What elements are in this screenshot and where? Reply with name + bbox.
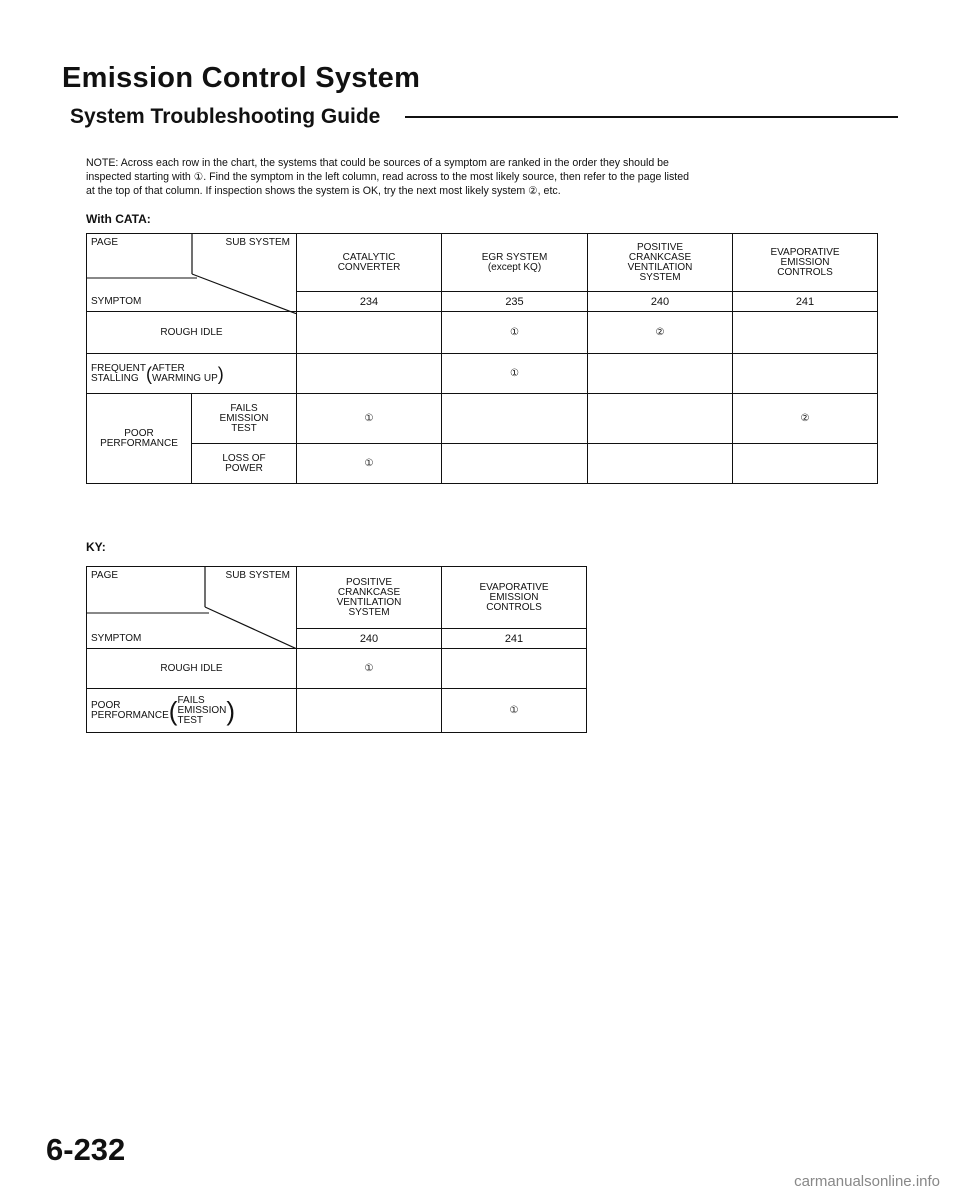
cata-label: With CATA:	[86, 212, 151, 226]
rank-cell: ①	[442, 689, 587, 733]
header-line: CONTROLS	[777, 266, 833, 278]
header-line: VENTILATION	[336, 596, 402, 608]
corner-header-cell	[87, 567, 297, 649]
header-line: (except KQ)	[487, 261, 542, 273]
page-ref: 241	[442, 629, 587, 649]
symptom-line: STALLING	[91, 372, 139, 384]
header-line: CRANKCASE	[337, 586, 401, 598]
rank-cell	[733, 354, 878, 394]
header-line: EVAPORATIVE	[770, 246, 840, 258]
table-row	[87, 444, 878, 484]
rank-cell: ②	[588, 312, 733, 354]
table-row	[87, 689, 587, 733]
symptom-frequent-stalling: FREQUENT STALLING ( AFTER WARMING UP )	[87, 354, 297, 394]
header-line: CONVERTER	[337, 261, 401, 273]
symptom-line: POOR	[124, 427, 154, 439]
watermark-text: carmanualsonline.info	[794, 1173, 940, 1190]
table-row	[87, 354, 878, 394]
symptom-line: PERFORMANCE	[100, 437, 178, 449]
subtitle-rule	[405, 116, 898, 118]
symptom-line: FAILS	[230, 402, 258, 414]
note-line: NOTE: Across each row in the chart, the systems that could be sources of a symptom are ranked in the order they should be	[86, 157, 669, 169]
rank-cell: ①	[297, 649, 442, 689]
symptom-fails-emission-test	[192, 394, 297, 444]
rank-cell	[297, 354, 442, 394]
cata-table	[86, 233, 878, 484]
ky-table	[86, 566, 587, 733]
symptom-poor-performance: POOR PERFORMANCE ( FAILS EMISSION TEST )	[87, 689, 297, 733]
symptom-line: PERFORMANCE	[91, 709, 169, 721]
corner-page-label: PAGE	[91, 570, 119, 581]
header-line: VENTILATION	[627, 261, 693, 273]
corner-symptom-label: SYMPTOM	[91, 633, 142, 644]
header-line: SYSTEM	[639, 271, 681, 283]
system-header-egr	[442, 234, 588, 292]
corner-symptom-label: SYMPTOM	[91, 296, 142, 307]
symptom-loss-of-power	[192, 444, 297, 484]
rank-cell	[442, 394, 588, 444]
ky-label: KY:	[86, 540, 106, 554]
rank-cell: ②	[733, 394, 878, 444]
table-row	[87, 394, 878, 444]
system-header-evap	[733, 234, 878, 292]
header-line: EVAPORATIVE	[479, 581, 549, 593]
corner-header-cell	[87, 234, 297, 312]
rank-cell	[442, 444, 588, 484]
symptom-line: POOR	[91, 699, 121, 711]
symptom-rough-idle: ROUGH IDLE	[87, 312, 297, 354]
corner-subsystem-label: SUB SYSTEM	[225, 237, 290, 248]
page-ref: 235	[442, 292, 588, 312]
header-line: CONTROLS	[486, 601, 542, 613]
section-subtitle: System Troubleshooting Guide	[70, 105, 381, 128]
table-row	[87, 649, 587, 689]
header-line: EMISSION	[780, 256, 830, 268]
rank-cell	[733, 444, 878, 484]
symptom-line: WARMING UP	[152, 372, 218, 384]
page-number: 6-232	[46, 1132, 126, 1167]
table-row	[87, 312, 878, 354]
header-line: CATALYTIC	[342, 251, 396, 263]
page-ref: 241	[733, 292, 878, 312]
page-ref: 240	[588, 292, 733, 312]
note-line: inspected starting with ①. Find the symptom in the left column, read across to the most likely source, then refer to the page listed	[86, 171, 690, 183]
symptom-line: POWER	[225, 462, 263, 474]
rank-cell	[297, 312, 442, 354]
page-title: Emission Control System	[62, 62, 421, 94]
note-line: at the top of that column. If inspection shows the system is OK, try the next most likely system ②, etc.	[86, 185, 561, 197]
rank-cell	[588, 394, 733, 444]
symptom-rough-idle: ROUGH IDLE	[87, 649, 297, 689]
symptom-line: FREQUENT	[91, 362, 146, 374]
rank-cell: ①	[442, 354, 588, 394]
header-line: CRANKCASE	[628, 251, 692, 263]
header-line: EGR SYSTEM	[481, 251, 548, 263]
corner-subsystem-label: SUB SYSTEM	[225, 570, 290, 581]
symptom-line: EMISSION	[219, 412, 269, 424]
rank-cell: ①	[442, 312, 588, 354]
symptom-line: TEST	[231, 422, 257, 434]
system-header-pcv	[588, 234, 733, 292]
symptom-line: FAILS	[177, 694, 205, 706]
note-paragraph	[86, 156, 886, 198]
symptom-line: AFTER	[152, 362, 185, 374]
header-line: POSITIVE	[345, 576, 393, 588]
symptom-poor-performance	[87, 394, 192, 484]
rank-cell	[733, 312, 878, 354]
system-header-pcv	[297, 567, 442, 629]
header-line: EMISSION	[489, 591, 539, 603]
corner-page-label: PAGE	[91, 237, 119, 248]
symptom-line: EMISSION	[177, 704, 227, 716]
symptom-line: LOSS OF	[222, 452, 266, 464]
rank-cell	[442, 649, 587, 689]
rank-cell: ①	[297, 444, 442, 484]
header-line: SYSTEM	[348, 606, 390, 618]
page-ref: 234	[297, 292, 442, 312]
rank-cell	[588, 444, 733, 484]
symptom-line: TEST	[177, 714, 204, 726]
header-line: POSITIVE	[636, 241, 684, 253]
system-header-evap	[442, 567, 587, 629]
system-header-catalytic	[297, 234, 442, 292]
page-ref: 240	[297, 629, 442, 649]
rank-cell: ①	[297, 394, 442, 444]
rank-cell	[588, 354, 733, 394]
rank-cell	[297, 689, 442, 733]
